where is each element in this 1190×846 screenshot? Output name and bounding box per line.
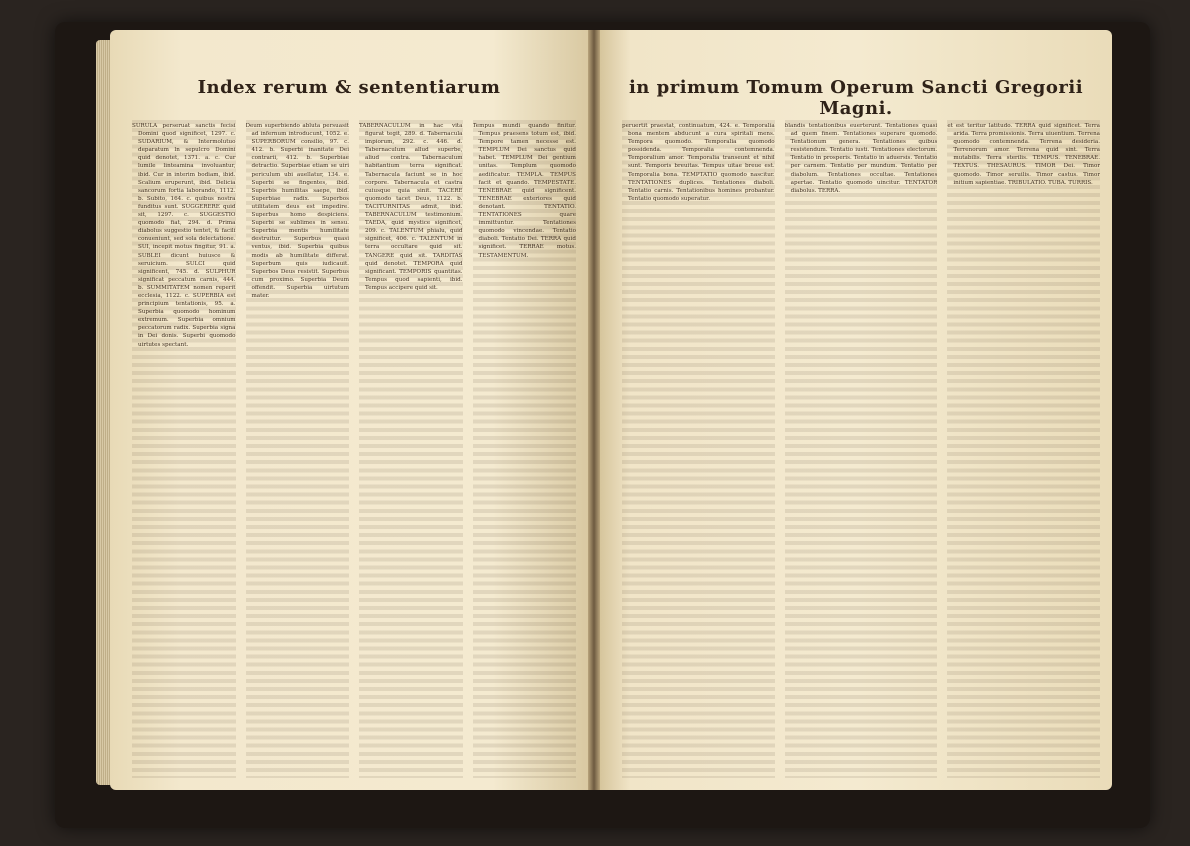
left-column-3 (359, 120, 463, 778)
right-page-title: in primum Tomum Operum Sancti Gregorii Magni. (628, 77, 1084, 119)
right-column-2 (785, 120, 938, 778)
left-column-3-text: TABERNACULUM in hac vita figurat tegit, 289. d. Tabernacula impiorum, 292. c. 446. d. Tabernaculum allud superbe, aliud contra. Tabernaculum habitantium terra significat. Tabernacula faciunt se in hoc corpore. Tabernacula et castra cuiusque quia sinit. TACERE quomodo tacet Deus, 1122. b. TACITURNITAS admit, ibid. TABERNACULUM testimonium. TAEDA, quid mystice significet, 209. c. TALENTUM phialu, quid significet, 406. c. TALENTUM in terra occultare quid sit. TANGERE quid sit. TARDITAS quid denotet. TEMPORA quid significant. TEMPORIS quantitas. Tempus quod sapienti, ibid. Tempus accipere quid sit. (359, 123, 463, 291)
left-column-4 (473, 120, 577, 778)
right-column-2-text: blandis tentationibus euerterunt. Tentationes quasi ad quem finem. Tentationes superare quomodo. Tentationum genera. Tentationes quibus resistendum. Tentatio iusti. Tentationes electorum. Tentatio in prosperis. Tentatio in aduersis. Tentatio per carnem. Tentatio per mundum. Tentatio per diabolum. Tentationes occultae. Tentationes apertae. Tentatio quomodo uincitur. TENTATOR diabolus. TERRA. (784, 123, 938, 194)
left-column-1 (132, 120, 236, 778)
book-gutter (588, 30, 600, 790)
right-page-columns (622, 120, 1100, 778)
right-column-1 (622, 120, 775, 778)
right-column-3 (947, 120, 1100, 778)
right-column-3-text: et est teritur latitudo. TERRA quid significet. Terra arida. Terra promissionis. Terra uiuentium. Terrena quomodo contemnenda. Terrena desideria. Terrenorum amor. Terrena quid sint. Terra mutabilis. Terra sterilis. TEMPUS. TENEBRAE. TEXTUS. THESAURUS. TIMOR Dei. Timor quomodo. Timor seruilis. Timor castus. Timor initium sapientiae. TRIBULATIO. TUBA. TURRIS. (947, 123, 1101, 186)
left-page-columns (132, 120, 576, 778)
left-column-1-text: SURULA perseruat sanctis fecisi Domini quod significet, 1297. c. SUDARIUM, & Intermolutuo deparatum ln sepulcro Domini quid denotet, 1371. a. c. Cur lumile linteamina involuantur, ibid. Cur in interim bodiam, ibid. Scalium eruperunt, ibid. Delicia sancorum fortia laborando, 1112. b. Subito, 164. c. quibus nostra funditus sunt. SUGGERERE quid sit, 1297. c. SUGGESTIO quomodo fiat, 294. d. Prima diabolus suggestio tentet, & facili conueniunt, sed sola delectatione. SUI, incepit motus fingitur, 91. a. SUBLEI dicunt huiusce & seruicium. SULCI quid significent, 745. d. SULPHUR significat peccatum carnis, 444. b. SUMMITATEM nomen reperit ecclesia, 1122. c. SUPERBIA est principium tentationis, 95. a. Superbia quomodo hominum extremum. Superbia omnium peccatorum radix. Superbia signa in Dei donis. Superbi quomodo uirtutes spectant. (132, 123, 236, 348)
left-column-2 (246, 120, 350, 778)
right-column-1-text: peruertit praestat, continuatum, 424. e. Temporalia bona mentem abducunt a cura spiritali mens. Tempora quomodo. Temporalia quomodo possidenda. Temporalia contemnenda. Temporalium amor. Temporalia transeunt et nihil sunt. Temporis breuitas. Tempus uitae breue est. Temporalia bona. TEMPTATIO quomodo nascitur. TENTATIONES duplices. Tentationes diaboli. Tentatio carnis. Tentationibus homines probantur. Tentatio quomodo superatur. (622, 123, 775, 202)
right-page (600, 30, 1112, 790)
left-column-2-text: Deum superbiendo abluta persuasit ad infernum introducunt, 1052. e. SUPERBORUM consilio, 97. c. 412. b. Superbi inanitate Dei contrarii, 412. b. Superbiae detractio. Superbiae etiam se uiri periculum ubi auellatur, 134. e. Superbi se fingentes, ibid. Superbis humilitas saepe, ibid. Superbiae radix. Superbos utilitatem deus est impedire. Superbus homo despiciens. Superbi se sublimes in sensu. Superbia mentis humilitate destruitur. Superbus quasi ventus, ibid. Superbia quibus modis ab humilitate differat. Superbum quis iudicauit. Superbos Deus resistit. Superbus cum proximo. Superbia Deum offendit. Superbia uirtutum mater. (245, 123, 349, 299)
left-page (110, 30, 588, 790)
left-page-title: Index rerum & sententiarum (197, 77, 501, 98)
left-column-4-text: Tempus mundi quando finitur. Tempus praesens totum est, ibid. Tempore tamen necesse est. TEMPLUM Dei sanctus quid habet. TEMPLUM Dei gentium unitas. Templum quomodo aedificatur. TEMPLA. TEMPUS facit et quando. TEMPESTATE. TENEBRAE quid significent. TENEBRAE exteriores quid denotant. TENTATIO. TENTATIONES quare immittuntur. Tentationes quomodo vincendae. Tentatio diaboli. Tentatio Dei. TERRA quid significet. TERRAE motus. TESTAMENTUM. (472, 123, 576, 259)
